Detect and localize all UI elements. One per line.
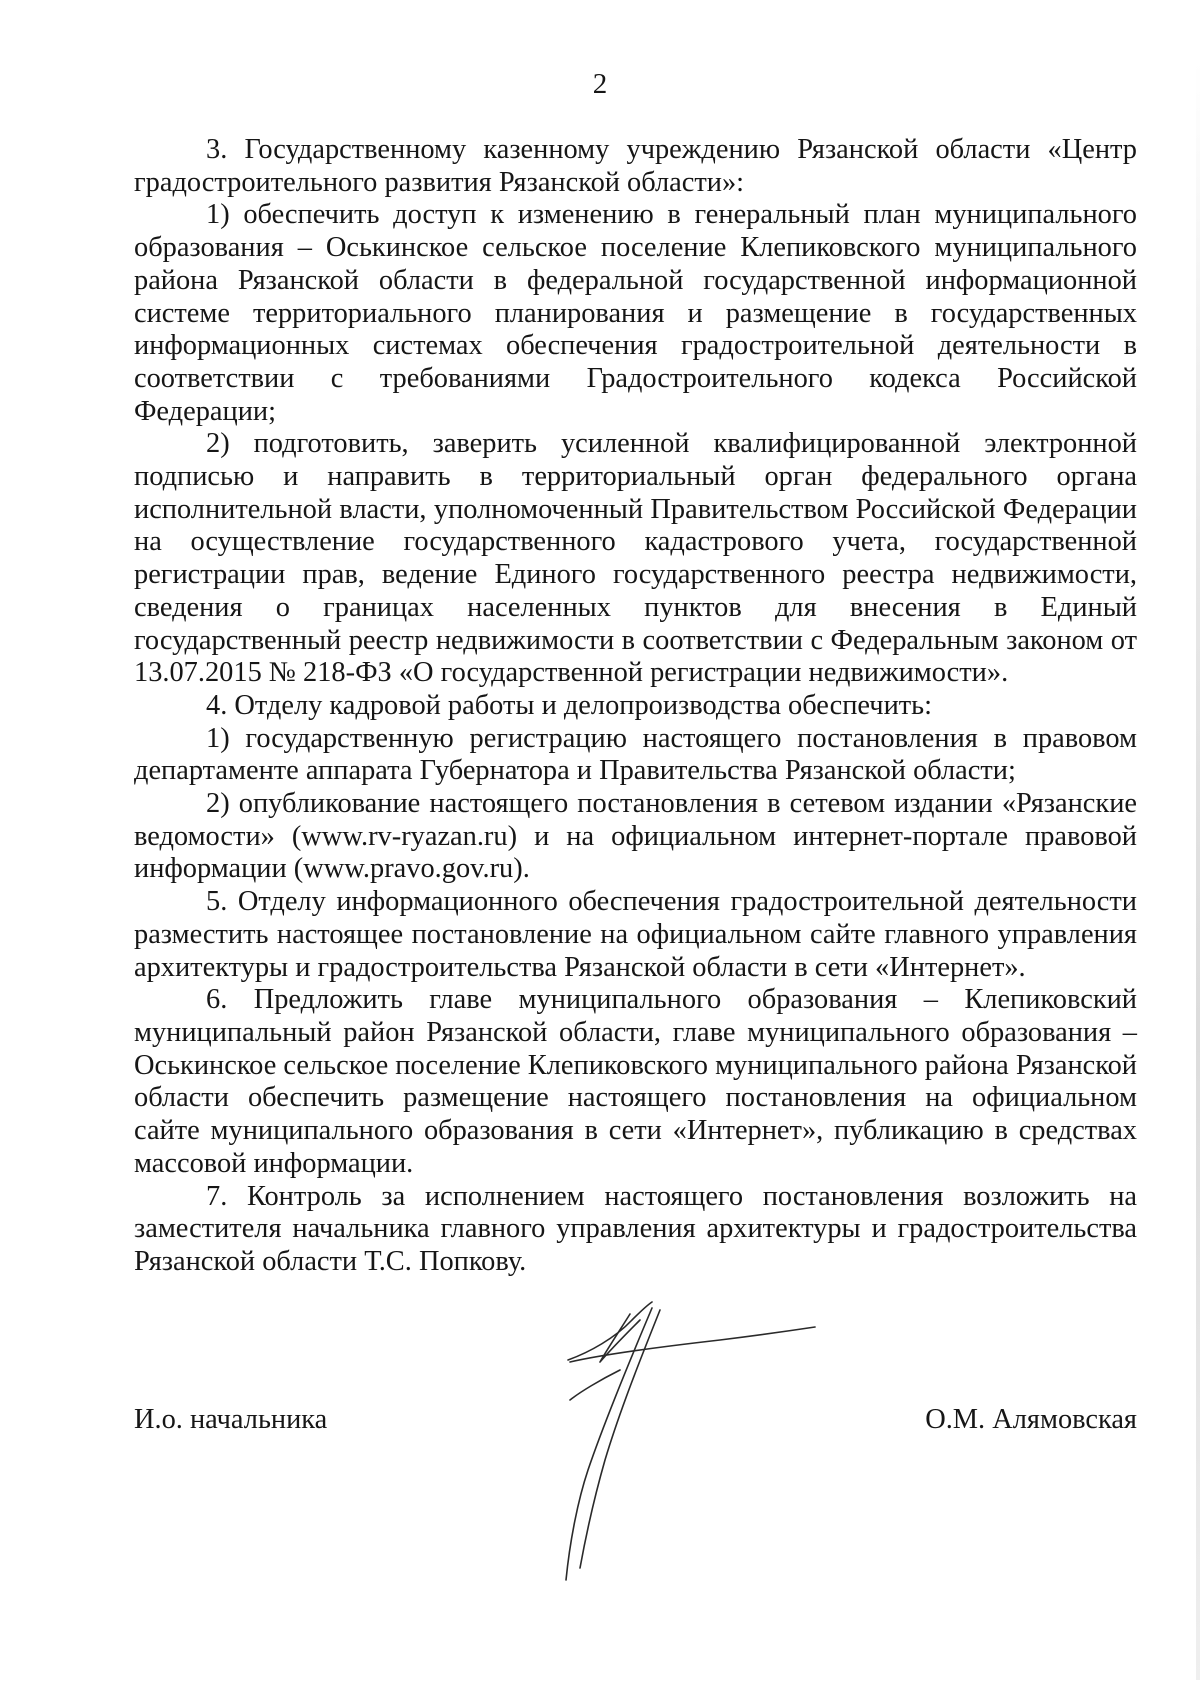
signatory-position: И.о. начальника [134,1404,328,1435]
paragraph-subitem-4-2: 2) опубликование настоящего постановления в сетевом издании «Рязанские ведомости» (www.rv-ryazan.ru) и на официальном интернет-портале правовой информации (www.pravo.gov.ru). [134,788,1137,885]
paragraph-item-7: 7. Контроль за исполнением настоящего постановления возложить на заместителя начальника главного управления архитектуры и градостроительства Рязанской области Т.С. Попкову. [134,1180,1137,1277]
handwritten-signature [560,1300,820,1590]
paragraph-subitem-3-1: 1) обеспечить доступ к изменению в генеральный план муниципального образования – Оськинское сельское поселение Клепиковского муниципального района Рязанской области в федеральной государственной информационной системе территориального планирования и размещение в государственных информационных системах обеспечения градостроительной деятельности в соответствии с требованиями Градостроительного кодекса Российской Федерации; [134,199,1137,427]
paragraph-subitem-3-2: 2) подготовить, заверить усиленной квалифицированной электронной подписью и направить в территориальный орган федерального органа исполнительной власти, уполномоченный Правительством Российской Федерации на осуществление государственного кадастрового учета, государственной регистрации прав, ведение Единого государственного реестра недвижимости, сведения о границах населенных пунктов для внесения в Единый государственный реестр недвижимости в соответствии с Федеральным законом от 13.07.2015 № 218-ФЗ «О государственной регистрации недвижимости». [134,428,1137,689]
page-number: 2 [592,68,608,100]
signature-block [134,1404,1137,1444]
paragraph-item-6: 6. Предложить главе муниципального образования – Клепиковский муниципальный район Рязанской области, главе муниципального образования – Оськинское сельское поселение Клепиковского муниципального района Рязанской области обеспечить размещение настоящего постановления на официальном сайте муниципального образования в сети «Интернет», публикацию в средствах массовой информации. [134,984,1137,1179]
paragraph-item-3: 3. Государственному казенному учреждению Рязанской области «Центр градостроительного развития Рязанской области»: [134,134,1137,198]
document-body [134,134,1137,1279]
paragraph-item-5: 5. Отделу информационного обеспечения градостроительной деятельности разместить настоящее постановление на официальном сайте главного управления архитектуры и градостроительства Рязанской области в сети «Интернет». [134,886,1137,983]
paragraph-subitem-4-1: 1) государственную регистрацию настоящего постановления в правовом департаменте аппарата Губернатора и Правительства Рязанской области; [134,722,1137,787]
signatory-name: О.М. Алямовская [925,1404,1137,1435]
paragraph-item-4: 4. Отделу кадровой работы и делопроизводства обеспечить: [206,689,933,721]
scan-edge-shadow [1196,60,1200,1680]
